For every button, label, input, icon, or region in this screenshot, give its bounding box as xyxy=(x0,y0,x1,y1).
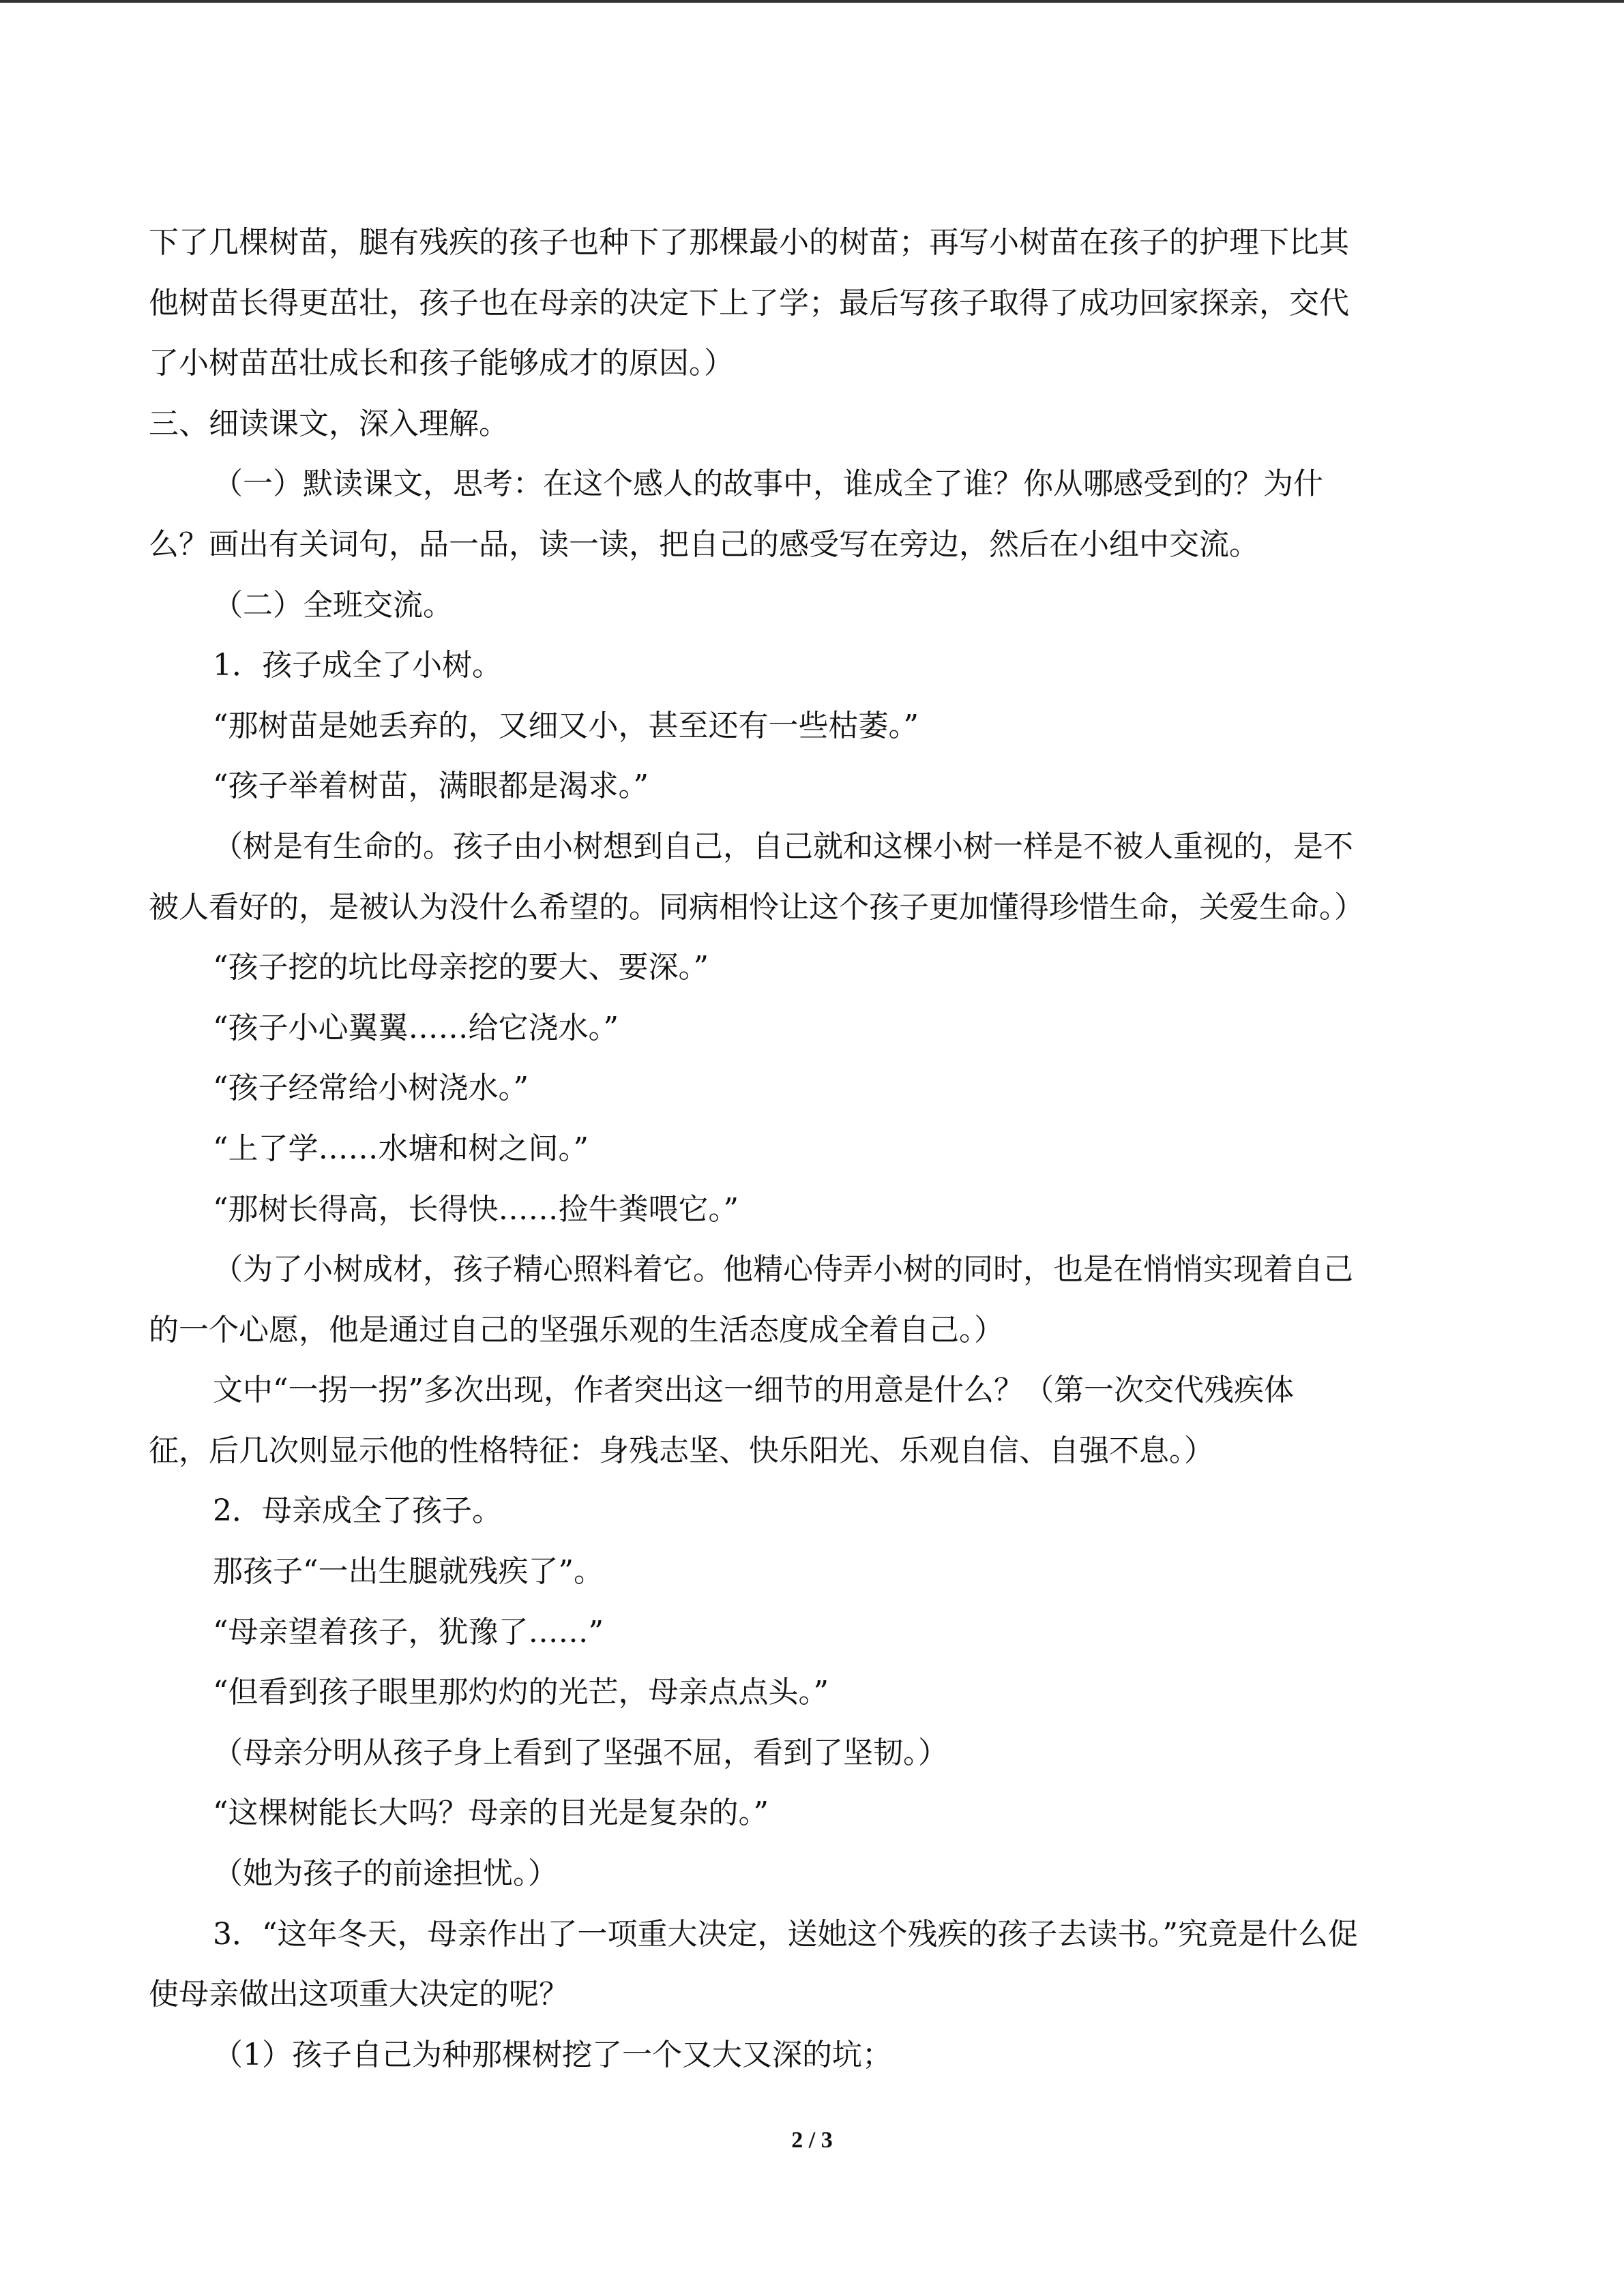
paragraph-line: 使母亲做出这项重大决定的呢？ xyxy=(149,1977,569,2012)
paragraph-line: （一）默读课文，思考：在这个感人的故事中，谁成全了谁？你从哪感受到的？为什 xyxy=(213,466,1323,502)
subsection-heading: （二）全班交流。 xyxy=(213,587,453,623)
paragraph-line: 的一个心愿，他是通过自己的坚强乐观的生活态度成全着自己。） xyxy=(149,1312,1004,1347)
paragraph-line: 下了几棵树苗，腿有残疾的孩子也种下了那棵最小的树苗；再写小树苗在孩子的护理下比其 xyxy=(149,225,1349,260)
quote-line: “母亲望着孩子，犹豫了……” xyxy=(213,1614,604,1650)
paragraph-line: （母亲分明从孩子身上看到了坚强不屈，看到了坚韧。） xyxy=(213,1735,948,1770)
list-item-heading: 3．“这年冬天，母亲作出了一项重大决定，送她这个残疾的孩子去读书。”究竟是什么促 xyxy=(213,1916,1358,1952)
quote-line: “孩子小心翼翼……给它浇水。” xyxy=(213,1010,619,1045)
quote-line: “孩子经常给小树浇水。” xyxy=(213,1071,529,1106)
paragraph-line: （为了小树成材，孩子精心照料着它。他精心侍弄小树的同时，也是在悄悄实现着自己 xyxy=(213,1252,1353,1287)
paragraph-line: 文中“一拐一拐”多次出现，作者突出这一细节的用意是什么？（第一次交代残疾体 xyxy=(213,1373,1294,1408)
list-item-heading: 2．母亲成全了孩子。 xyxy=(213,1493,502,1529)
quote-line: “但看到孩子眼里那灼灼的光芒，母亲点点头。” xyxy=(213,1675,829,1710)
list-item-heading: 1．孩子成全了小树。 xyxy=(213,648,502,683)
paragraph-line: 征，后几次则显示他的性格特征：身残志坚、快乐阳光、乐观自信、自强不息。） xyxy=(149,1433,1214,1468)
paragraph-line: 他树苗长得更茁壮，孩子也在母亲的决定下上了学；最后写孩子取得了成功回家探亲，交代 xyxy=(149,285,1349,320)
paragraph-line: （1）孩子自己为种那棵树挖了一个又大又深的坑； xyxy=(213,2037,892,2072)
paragraph-line: 被人看好的，是被认为没什么希望的。同病相怜让这个孩子更加懂得珍惜生命，关爱生命。） xyxy=(149,889,1364,925)
quote-line: 那孩子“一出生腿就残疾了”。 xyxy=(213,1554,604,1590)
quote-line: “上了学……水塘和树之间。” xyxy=(213,1131,589,1166)
quote-line: “孩子挖的坑比母亲挖的要大、要深。” xyxy=(213,950,709,985)
top-border-line xyxy=(0,0,1624,3)
paragraph-line: 么？画出有关词句，品一品，读一读，把自己的感受写在旁边，然后在小组中交流。 xyxy=(149,526,1259,562)
quote-line: “这棵树能长大吗？母亲的目光是复杂的。” xyxy=(213,1795,769,1831)
paragraph-line: （树是有生命的。孩子由小树想到自己，自己就和这棵小树一样是不被人重视的，是不 xyxy=(213,829,1353,864)
page-number: 2 / 3 xyxy=(791,2128,833,2153)
quote-line: “孩子举着树苗，满眼都是渴求。” xyxy=(213,769,649,804)
quote-line: “那树长得高，长得快……捡牛粪喂它。” xyxy=(213,1191,739,1227)
paragraph-line: 了小树苗茁壮成长和孩子能够成才的原因。） xyxy=(149,346,734,381)
section-heading: 三、细读课文，深入理解。 xyxy=(149,406,509,441)
quote-line: “那树苗是她丢弃的，又细又小，甚至还有一些枯萎。” xyxy=(213,708,919,743)
paragraph-line: （她为孩子的前途担忧。） xyxy=(213,1856,558,1892)
document-body xyxy=(149,213,1458,2085)
